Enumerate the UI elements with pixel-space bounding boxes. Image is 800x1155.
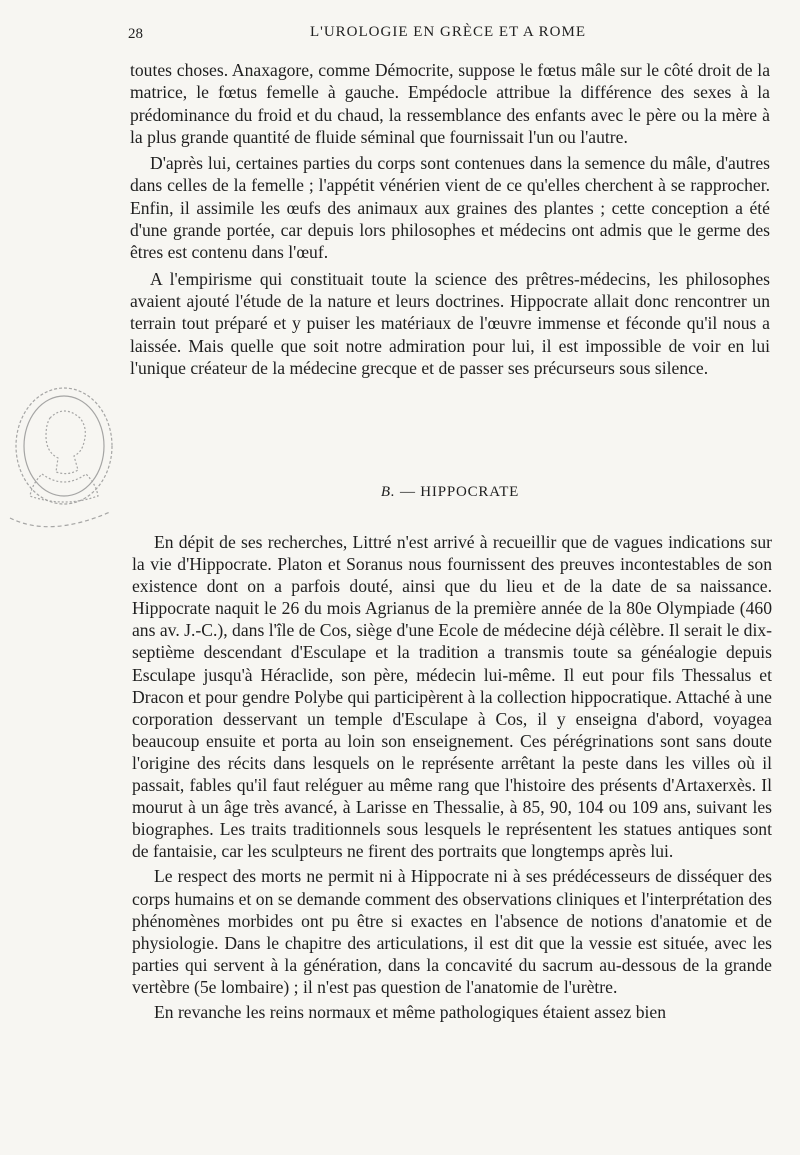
paragraph: toutes choses. Anaxagore, comme Démocrite, suppose le fœtus mâle sur le côté droit de la matrice, le fœtus femelle à gauche. Empédocle attribue la différence des sexes à la prédominance du froid et du chaud, la ressemblance des enfants avec le père ou la mère à la plus grande quantité de fluide séminal que fournissait l'un ou l'autre. [130, 60, 770, 147]
section-heading [130, 484, 770, 501]
running-title: L'UROLOGIE EN GRÈCE ET A ROME [309, 24, 586, 40]
page-number: 28 [128, 26, 143, 42]
paragraph: D'après lui, certaines parties du corps sont contenues dans la semence du mâle, d'autres dans celles de la femelle ; l'appétit vénérien vient de ce qu'elles cherchent à se rapprocher. Enfin, il assimile les œufs des animaux aux graines des plantes ; cette conception a été d'une grande portée, car depuis lors philosophes et médecins ont admis que le germe des êtres est contenu dans l'œuf. [130, 153, 770, 263]
section-letter: B. [380, 484, 396, 500]
paragraph: A l'empirisme qui constituait toute la science des prêtres-médecins, les philosophes avaient ajouté l'étude de la nature et leurs doctrines. Hippocrate allait donc rencontrer un terrain tout préparé et y puiser les matériaux de l'œuvre immense et féconde qu'il nous a laissée. Mais quelle que soit notre admiration pour lui, il est impossible de voir en lui l'unique créateur de la médecine grecque et de passer ses précurseurs sous silence. [130, 268, 770, 378]
library-stamp-icon [2, 378, 120, 538]
paragraph: En revanche les reins normaux et même pathologiques étaient assez bien [154, 1001, 666, 1022]
text-block-top [130, 59, 770, 383]
paragraph: Le respect des morts ne permit ni à Hippocrate ni à ses prédécesseurs de disséquer des corps humains et on se demande comment des observations cliniques et l'interprétation des phénomènes morbides ont pu être si exactes en l'absence de notions d'anatomie et de physiologie. Dans le chapitre des articulations, il est dit que la vessie est située, avec les parties qui servent à la génération, dans la concavité du sacrum au-dessous de la grande vertèbre (5e lombaire) ; il n'est pas question de l'anatomie de l'urètre. [132, 866, 772, 997]
section-title-text: — HIPPOCRATE [399, 484, 520, 500]
paragraph: En dépit de ses recherches, Littré n'est arrivé à recueillir que de vagues indications sur la vie d'Hippocrate. Platon et Soranus nous fournissent des preuves incontestables de son existence dont on a parfois douté, ainsi que du lieu et de la date de sa naissance. Hippocrate naquit le 26 du mois Agrianus de la première année de la 80e Olympiade (460 ans av. J.-C.), dans l'île de Cos, siège d'une Ecole de médecine déjà célèbre. Il serait le dix-septième descendant d'Esculape et la tradition a transmis toute sa généalogie depuis Esculape jusqu'à Héraclide, son père, médecin lui-même. Il eut pour fils Thessalus et Dracon et pour gendre Polybe qui participèrent à la collection hippocratique. Attaché à une corporation desservant un temple d'Esculape à Cos, il y enseigna d'abord, voyagea beaucoup ensuite et porta au loin son enseignement. Ces pérégrinations sont sans doute l'origine des récits dans lesquels on le représente arrêtant la peste dans les villes où il passait, fables qu'il faut reléguer au même rang que l'histoire des présents d'Artaxerxès. Il mourut à un âge très avancé, à Larisse en Thessalie, à 85, 90, 104 ou 109 ans, suivant les biographes. Les traits traditionnels sous lesquels le représentent les statues antiques sont de fantaisie, car les sculpteurs ne firent des portraits que longtemps après lui. [132, 532, 772, 862]
running-header [128, 24, 768, 46]
text-block-bottom [132, 531, 772, 1026]
